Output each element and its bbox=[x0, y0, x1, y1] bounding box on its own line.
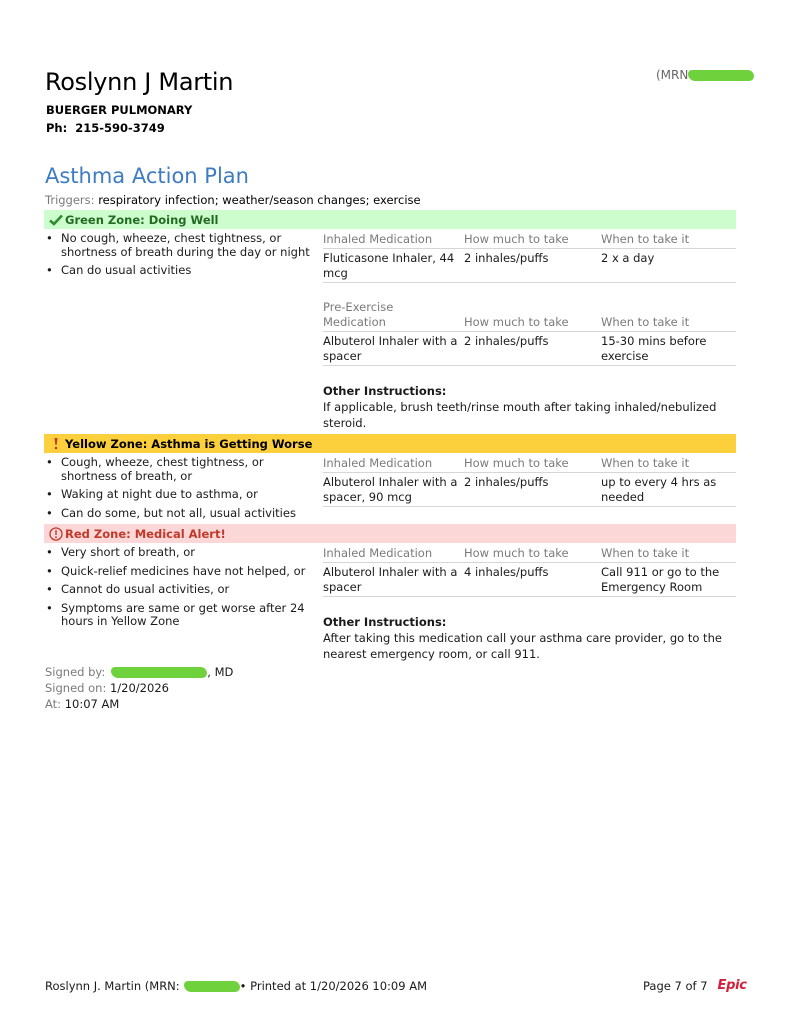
col-when: When to take it bbox=[601, 546, 690, 560]
cell-amount: 2 inhales/puffs bbox=[464, 251, 549, 265]
col-med: Inhaled Medication bbox=[323, 456, 433, 470]
green-zone-header bbox=[44, 210, 736, 229]
plan-title: Asthma Action Plan bbox=[45, 164, 249, 188]
signer-redaction bbox=[111, 667, 207, 678]
cell-med: Albuterol Inhaler with a spacer bbox=[323, 565, 458, 594]
yellow-zone-header bbox=[44, 434, 736, 453]
mrn-label: (MRN bbox=[656, 68, 689, 82]
col-amount: How much to take bbox=[464, 315, 569, 329]
col-amount: How much to take bbox=[464, 232, 569, 246]
cell-amount: 2 inhales/puffs bbox=[464, 475, 549, 489]
footer-mrn-redaction bbox=[184, 981, 240, 992]
col-med: Inhaled Medication bbox=[323, 546, 433, 560]
signed-on bbox=[45, 680, 233, 696]
cell-when: Call 911 or go to the Emergency Room bbox=[601, 565, 720, 594]
table-header bbox=[323, 232, 736, 249]
other-instructions-text: If applicable, brush teeth/rinse mouth after taking inhaled/nebulized steroid. bbox=[323, 400, 717, 430]
table-row bbox=[323, 332, 736, 366]
red-zone-symptoms bbox=[46, 546, 321, 634]
triggers-value: respiratory infection; weather/season changes; exercise bbox=[98, 193, 421, 207]
col-when: When to take it bbox=[601, 456, 690, 470]
epic-logo: Epic bbox=[717, 978, 747, 993]
footer-printed: • Printed at 1/20/2026 10:09 AM bbox=[239, 979, 428, 993]
signed-at-value: 10:07 AM bbox=[64, 697, 120, 711]
col-pre-med-line2: Medication bbox=[323, 315, 386, 329]
patient-name: Roslynn J Martin bbox=[45, 68, 234, 96]
table-header bbox=[323, 300, 736, 332]
cell-med: Albuterol Inhaler with a spacer, 90 mcg bbox=[323, 475, 458, 504]
table-header bbox=[323, 456, 736, 473]
table-row bbox=[323, 473, 736, 507]
symptom-item: • Waking at night due to asthma, or bbox=[46, 488, 321, 502]
other-instructions-label: Other Instructions: bbox=[323, 384, 447, 398]
other-instructions-label: Other Instructions: bbox=[323, 615, 447, 629]
col-pre-med bbox=[323, 300, 464, 330]
other-instructions-text: After taking this medication call your asthma care provider, go to the nearest emergency room, or call 911. bbox=[323, 631, 722, 661]
symptom-item: • Can do usual activities bbox=[46, 264, 321, 278]
cell-when: 15-30 mins before exercise bbox=[601, 334, 707, 363]
cell-med: Albuterol Inhaler with a spacer bbox=[323, 334, 458, 363]
signed-at-label: At: bbox=[45, 697, 62, 711]
col-amount: How much to take bbox=[464, 456, 569, 470]
signed-by-suffix: , MD bbox=[207, 665, 234, 679]
signed-at bbox=[45, 696, 233, 712]
signed-by bbox=[45, 664, 233, 680]
footer-patient: Roslynn J. Martin (MRN: bbox=[45, 979, 180, 993]
symptom-item: • Cough, wheeze, chest tightness, or shortness of breath, or bbox=[46, 456, 321, 483]
green-zone-other-instructions bbox=[323, 383, 736, 431]
symptom-item: • Cannot do usual activities, or bbox=[46, 583, 321, 597]
department: BUERGER PULMONARY bbox=[46, 103, 193, 117]
signed-on-label: Signed on: bbox=[45, 681, 107, 695]
col-pre-med-line1: Pre-Exercise bbox=[323, 300, 394, 314]
green-zone-symptoms bbox=[46, 232, 321, 283]
footer-right bbox=[643, 978, 747, 993]
red-zone-title: Red Zone: Medical Alert! bbox=[65, 526, 226, 541]
signed-by-label: Signed by: bbox=[45, 665, 106, 679]
yellow-zone-title: Yellow Zone: Asthma is Getting Worse bbox=[65, 436, 313, 451]
yellow-zone-symptoms bbox=[46, 456, 321, 525]
col-amount: How much to take bbox=[464, 546, 569, 560]
signature-block bbox=[45, 664, 233, 712]
table-row bbox=[323, 249, 736, 283]
symptom-item: • Quick-relief medicines have not helped, or bbox=[46, 565, 321, 579]
col-when: When to take it bbox=[601, 232, 690, 246]
triggers-label: Triggers: bbox=[45, 193, 95, 207]
symptom-item: • Symptoms are same or get worse after 24 hours in Yellow Zone bbox=[46, 602, 321, 629]
footer-left bbox=[45, 979, 427, 993]
table-header bbox=[323, 546, 736, 563]
symptom-item: • Can do some, but not all, usual activities bbox=[46, 507, 321, 521]
checkmark-icon bbox=[47, 214, 65, 226]
cell-when: 2 x a day bbox=[601, 251, 655, 265]
green-zone-med-table bbox=[323, 232, 736, 283]
mrn-redaction bbox=[688, 70, 754, 81]
red-zone-header bbox=[44, 524, 736, 543]
phone-number: 215-590-3749 bbox=[75, 121, 165, 135]
cell-amount: 2 inhales/puffs bbox=[464, 334, 549, 348]
phone-label: Ph: bbox=[46, 121, 68, 135]
red-zone-other-instructions bbox=[323, 614, 736, 662]
green-zone-title: Green Zone: Doing Well bbox=[65, 212, 219, 227]
symptom-item: • Very short of breath, or bbox=[46, 546, 321, 560]
table-row bbox=[323, 563, 736, 597]
triggers bbox=[45, 193, 421, 207]
pre-exercise-med-table bbox=[323, 300, 736, 366]
red-zone-med-table bbox=[323, 546, 736, 597]
phone-line bbox=[46, 121, 165, 135]
mrn bbox=[656, 68, 754, 82]
symptom-item: • No cough, wheeze, chest tightness, or shortness of breath during the day or night bbox=[46, 232, 321, 259]
page-number: Page 7 of 7 bbox=[643, 978, 708, 993]
col-med: Inhaled Medication bbox=[323, 232, 433, 246]
signed-on-value: 1/20/2026 bbox=[109, 681, 169, 695]
exclamation-icon bbox=[47, 437, 65, 450]
yellow-zone-med-table bbox=[323, 456, 736, 507]
cell-amount: 4 inhales/puffs bbox=[464, 565, 549, 579]
cell-when: up to every 4 hrs as needed bbox=[601, 475, 717, 504]
col-when: When to take it bbox=[601, 315, 690, 329]
alert-circle-icon bbox=[47, 527, 65, 541]
cell-med: Fluticasone Inhaler, 44 mcg bbox=[323, 251, 455, 280]
